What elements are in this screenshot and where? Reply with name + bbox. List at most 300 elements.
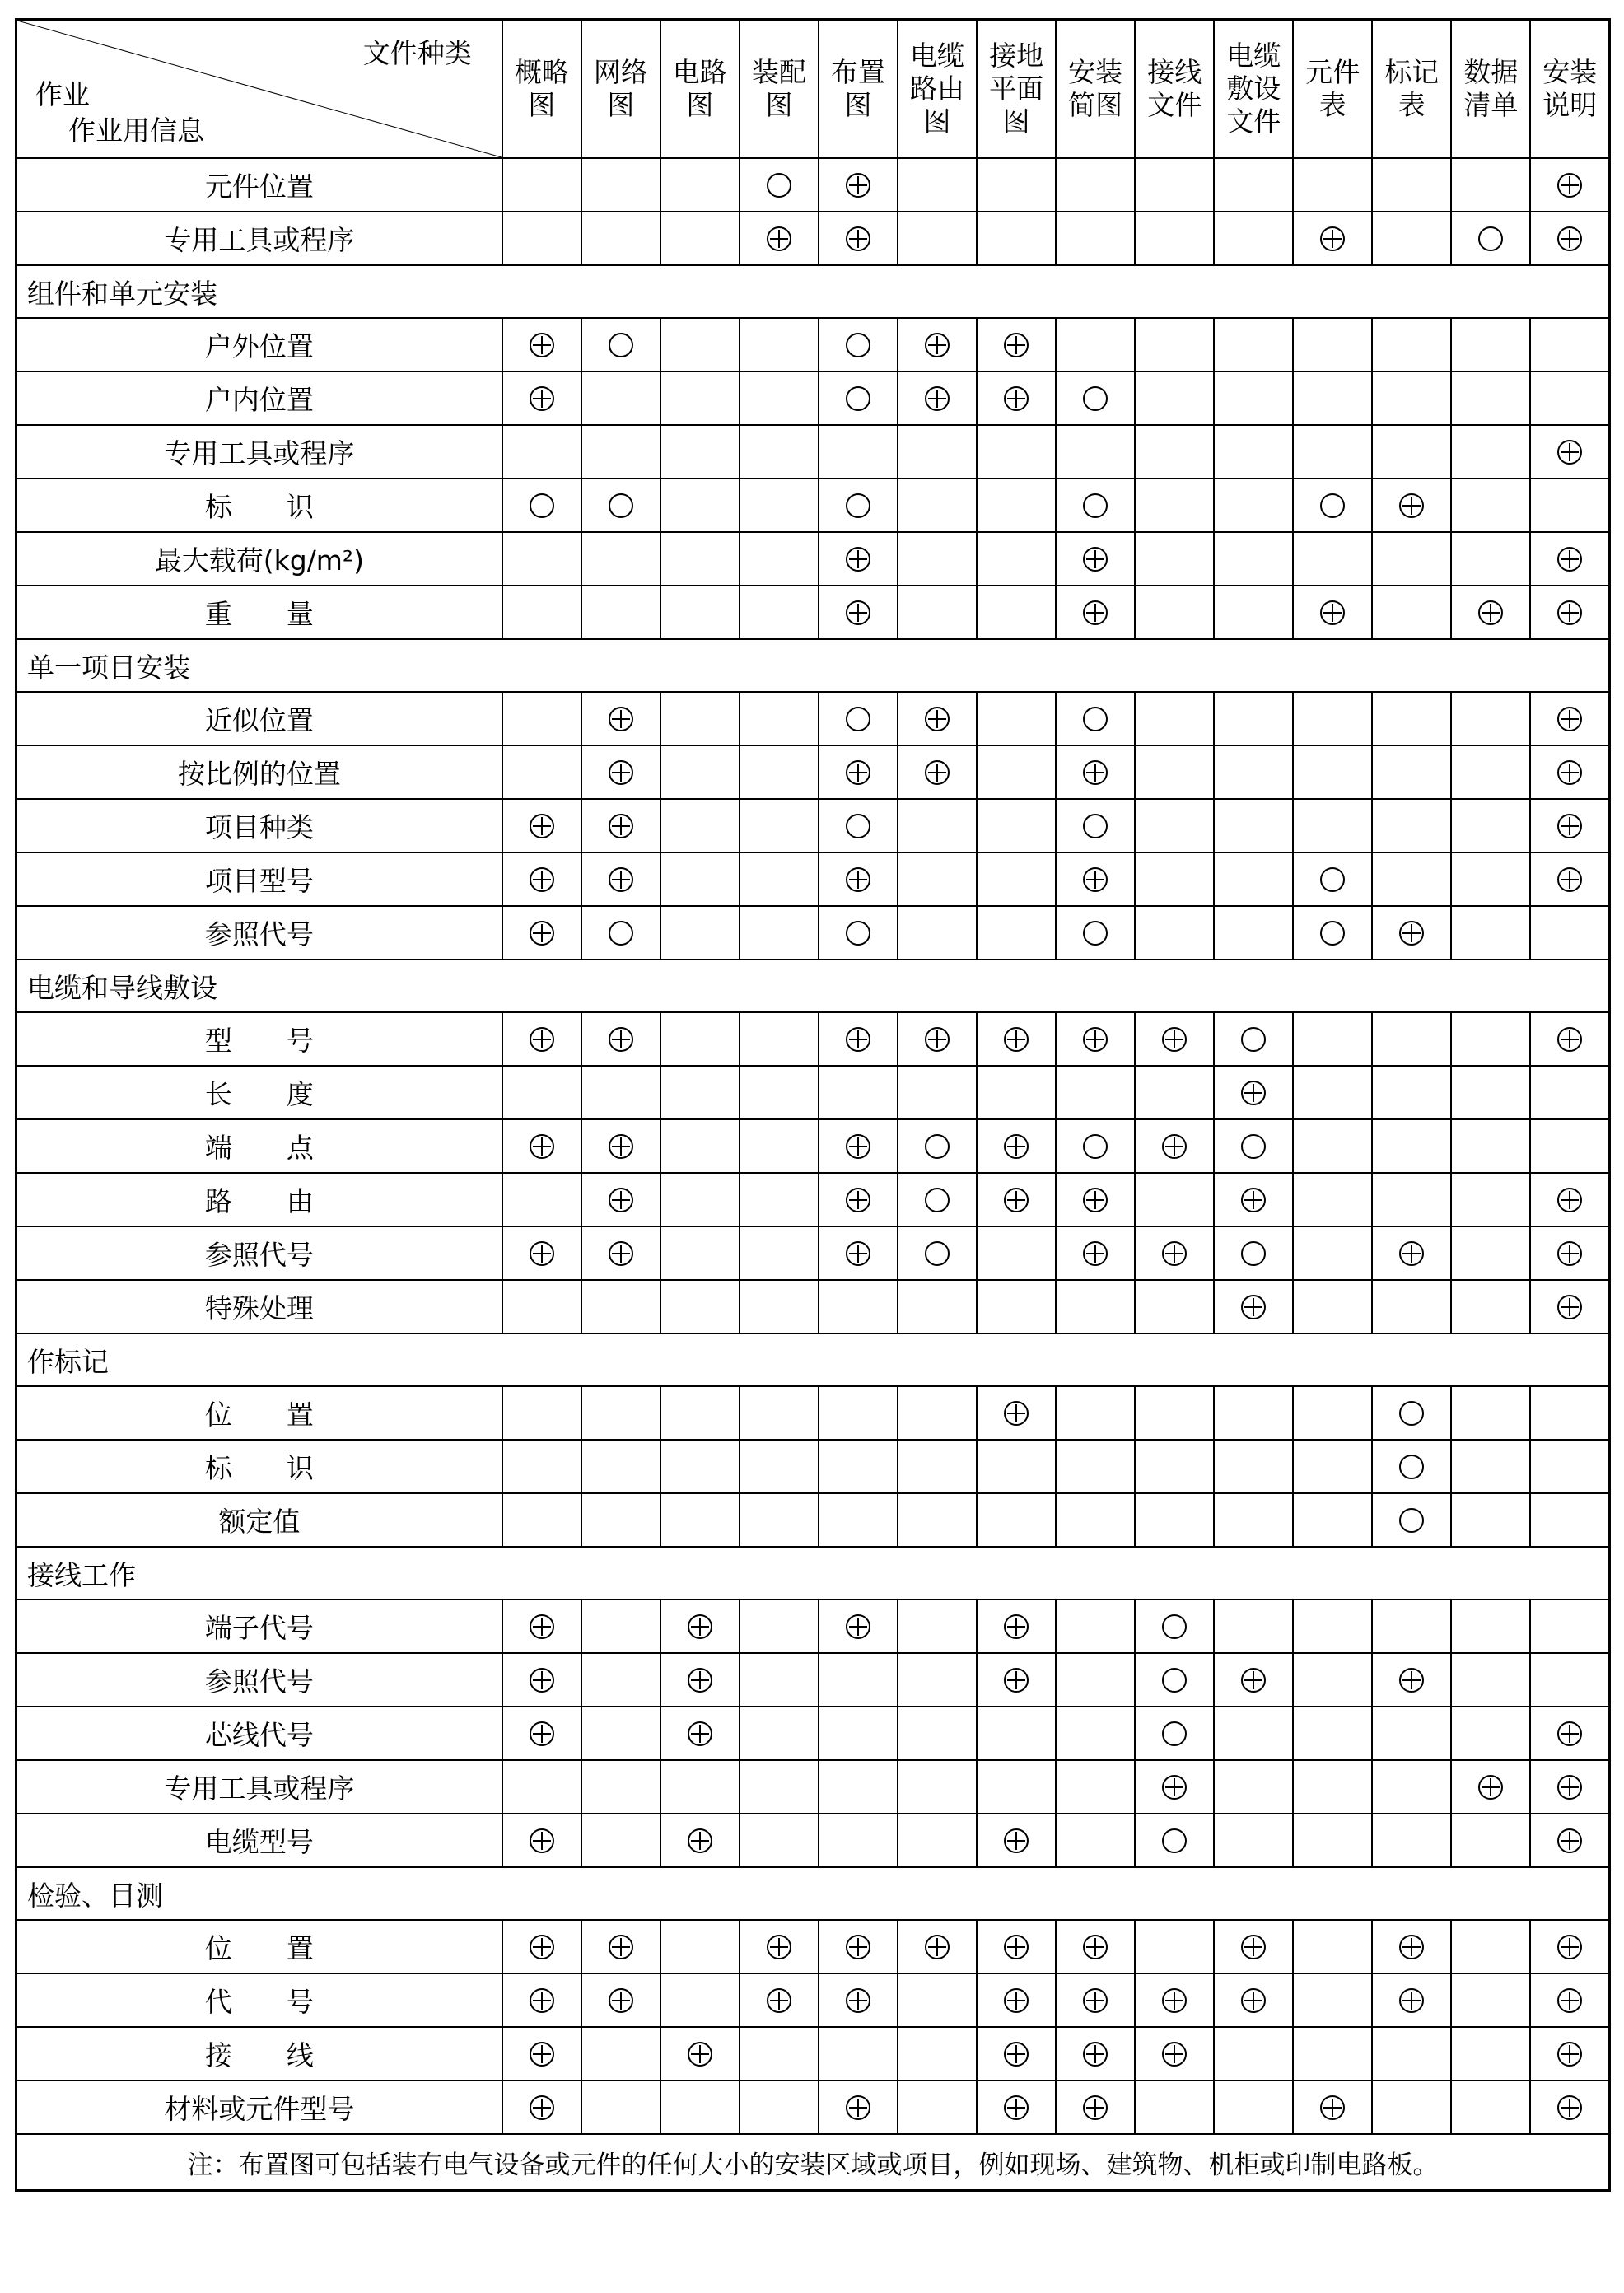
mark-cell [898,2027,977,2081]
mark-cell [1372,2081,1451,2134]
mark-cell [977,2027,1056,2081]
mark-cell [502,1226,581,1280]
mark-cell [740,1012,819,1066]
mark-cell [977,158,1056,212]
mark-cell [1530,852,1609,906]
circled-plus-icon [1004,1188,1029,1212]
mark-cell [660,906,740,960]
circled-plus-icon [609,867,633,892]
mark-cell [1451,745,1530,799]
mark-cell [977,1920,1056,1973]
mark-cell [977,1173,1056,1226]
mark-cell [502,1653,581,1707]
mark-cell [1372,692,1451,745]
mark-cell [819,1707,898,1760]
table-row [16,1707,1610,1760]
circled-plus-icon [1004,1134,1029,1159]
mark-cell [819,1386,898,1440]
circled-plus-icon [530,2042,554,2067]
circle-icon [1399,1508,1424,1533]
row-label: 型 号 [16,1012,502,1066]
mark-cell [1372,586,1451,639]
mark-cell [502,1973,581,2027]
circled-plus-icon [530,1614,554,1639]
mark-cell [819,692,898,745]
mark-cell [819,1760,898,1814]
mark-cell [581,692,660,745]
table-row [16,1814,1610,1867]
circle-icon [609,493,633,518]
mark-cell [1056,586,1135,639]
circled-plus-icon [1083,1935,1108,1959]
circled-plus-icon [1478,600,1503,625]
circled-plus-icon [1083,1188,1108,1212]
column-header: 接线文件 [1135,20,1214,159]
mark-cell [1451,1973,1530,2027]
mark-cell [977,1973,1056,2027]
mark-cell [1135,586,1214,639]
mark-cell [1214,586,1293,639]
table-row [16,1226,1610,1280]
document [15,18,1611,2192]
mark-cell [740,1707,819,1760]
mark-cell [1372,1440,1451,1493]
mark-cell [1214,318,1293,371]
row-label: 元件位置 [16,158,502,212]
mark-cell [1214,2081,1293,2134]
circled-plus-icon [1557,1935,1582,1959]
mark-cell [1530,1493,1609,1547]
row-label: 近似位置 [16,692,502,745]
circle-icon [1162,1668,1187,1693]
mark-cell [1056,1440,1135,1493]
section-row [16,265,1610,318]
mark-cell [740,158,819,212]
circled-plus-icon [1557,2042,1582,2067]
mark-cell [1056,1814,1135,1867]
circled-plus-icon [767,1988,791,2013]
mark-cell [819,318,898,371]
mark-cell [502,318,581,371]
mark-cell [660,1760,740,1814]
mark-cell [502,1386,581,1440]
circled-plus-icon [1320,226,1345,251]
mark-cell [1135,318,1214,371]
mark-cell [1293,1012,1372,1066]
row-label: 专用工具或程序 [16,212,502,265]
mark-cell [977,1707,1056,1760]
table-row [16,1012,1610,1066]
circled-plus-icon [530,1668,554,1693]
table-row [16,692,1610,745]
row-label: 专用工具或程序 [16,1760,502,1814]
circled-plus-icon [846,867,870,892]
section-row [16,1333,1610,1386]
mark-cell [1056,1599,1135,1653]
mark-cell [502,1066,581,1119]
mark-cell [898,318,977,371]
row-label: 标 识 [16,479,502,532]
mark-cell [502,479,581,532]
mark-cell [819,2027,898,2081]
mark-cell [1451,799,1530,852]
circle-icon [1399,1455,1424,1479]
circled-plus-icon [688,1668,712,1693]
mark-cell [1451,586,1530,639]
mark-cell [1293,318,1372,371]
circle-icon [609,333,633,357]
circled-plus-icon [1399,1935,1424,1959]
mark-cell [1530,799,1609,852]
circled-plus-icon [609,1935,633,1959]
mark-cell [898,799,977,852]
info-label: 作业用信息 [68,114,204,147]
table-row [16,532,1610,586]
mark-cell [819,1226,898,1280]
row-label: 专用工具或程序 [16,425,502,479]
mark-cell [1135,212,1214,265]
mark-cell [1372,2027,1451,2081]
mark-cell [1451,479,1530,532]
mark-cell [819,158,898,212]
circled-plus-icon [1557,1241,1582,1266]
mark-cell [1214,532,1293,586]
row-label: 端 点 [16,1119,502,1173]
mark-cell [1530,1012,1609,1066]
circled-plus-icon [1083,2042,1108,2067]
mark-cell [898,1280,977,1333]
circle-icon [846,921,870,946]
mark-cell [740,799,819,852]
mark-cell [977,1226,1056,1280]
table-row [16,799,1610,852]
section-label: 作标记 [16,1333,1610,1386]
mark-cell [1214,212,1293,265]
mark-cell [581,1599,660,1653]
mark-cell [1135,906,1214,960]
mark-cell [1530,1066,1609,1119]
mark-cell [660,1707,740,1760]
mark-cell [1372,1599,1451,1653]
mark-cell [1372,1280,1451,1333]
mark-cell [740,371,819,425]
note-row [16,2134,1610,2191]
mark-cell [660,371,740,425]
mark-cell [898,1119,977,1173]
mark-cell [1530,532,1609,586]
mark-cell [740,1119,819,1173]
row-label: 标 识 [16,1440,502,1493]
circled-plus-icon [1004,2095,1029,2120]
mark-cell [1214,371,1293,425]
column-header: 电路图 [660,20,740,159]
mark-cell [898,1386,977,1440]
mark-cell [740,1280,819,1333]
circled-plus-icon [1083,867,1108,892]
mark-cell [1372,1707,1451,1760]
mark-cell [977,1280,1056,1333]
mark-cell [581,1119,660,1173]
mark-cell [898,1493,977,1547]
mark-cell [1451,2027,1530,2081]
column-header: 元件表 [1293,20,1372,159]
mark-cell [502,2027,581,2081]
mark-cell [581,1066,660,1119]
circled-plus-icon [1241,1295,1266,1319]
mark-cell [1135,1066,1214,1119]
mark-cell [1530,1920,1609,1973]
mark-cell [660,1226,740,1280]
mark-cell [502,1493,581,1547]
mark-cell [898,1814,977,1867]
table-row [16,1066,1610,1119]
circled-plus-icon [1557,2095,1582,2120]
mark-cell [819,1066,898,1119]
circle-icon [846,814,870,838]
mark-cell [660,1973,740,2027]
mark-cell [1530,1814,1609,1867]
mark-cell [502,158,581,212]
mark-cell [819,1119,898,1173]
circled-plus-icon [530,1988,554,2013]
mark-cell [1372,1973,1451,2027]
mark-cell [898,1707,977,1760]
circled-plus-icon [846,173,870,198]
mark-cell [1372,1066,1451,1119]
mark-cell [1293,692,1372,745]
mark-cell [1056,1493,1135,1547]
row-label: 路 由 [16,1173,502,1226]
mark-cell [1293,1973,1372,2027]
circled-plus-icon [1557,707,1582,731]
mark-cell [502,745,581,799]
circled-plus-icon [846,1988,870,2013]
circled-plus-icon [1162,1988,1187,2013]
mark-cell [1372,425,1451,479]
circle-icon [1083,1134,1108,1159]
task-label: 作业 [35,78,90,110]
mark-cell [502,1599,581,1653]
mark-cell [1451,1493,1530,1547]
mark-cell [1135,371,1214,425]
mark-cell [502,1173,581,1226]
mark-cell [1293,2027,1372,2081]
circled-plus-icon [1557,1027,1582,1052]
circle-icon [846,707,870,731]
mark-cell [977,479,1056,532]
mark-cell [977,1599,1056,1653]
mark-cell [502,852,581,906]
column-header: 网络图 [581,20,660,159]
mark-cell [740,1440,819,1493]
mark-cell [660,479,740,532]
circled-plus-icon [925,386,950,411]
circled-plus-icon [1083,600,1108,625]
mark-cell [740,1173,819,1226]
mark-cell [1451,532,1530,586]
mark-cell [1530,1707,1609,1760]
row-label: 最大载荷(kg/m²) [16,532,502,586]
mark-cell [977,2081,1056,2134]
circled-plus-icon [1557,1188,1582,1212]
mark-cell [1451,1920,1530,1973]
mark-cell [1293,532,1372,586]
mark-cell [898,1012,977,1066]
table-row [16,1119,1610,1173]
mark-cell [1293,371,1372,425]
mark-cell [660,2027,740,2081]
mark-cell [1135,2027,1214,2081]
mark-cell [740,1760,819,1814]
mark-cell [1451,1012,1530,1066]
circled-plus-icon [1557,600,1582,625]
mark-cell [977,1440,1056,1493]
circled-plus-icon [530,867,554,892]
circled-plus-icon [1399,1241,1424,1266]
circle-icon [1399,1401,1424,1426]
mark-cell [1372,1012,1451,1066]
mark-cell [1451,158,1530,212]
circle-icon [1320,867,1345,892]
circle-icon [925,1134,950,1159]
mark-cell [502,212,581,265]
mark-cell [740,212,819,265]
mark-cell [819,1280,898,1333]
mark-cell [1056,692,1135,745]
mark-cell [977,745,1056,799]
mark-cell [740,479,819,532]
mark-cell [1372,1173,1451,1226]
column-header: 概略图 [502,20,581,159]
column-header: 装配图 [740,20,819,159]
mark-cell [1451,318,1530,371]
circled-plus-icon [530,1027,554,1052]
mark-cell [1451,692,1530,745]
mark-cell [1451,2081,1530,2134]
circled-plus-icon [925,1027,950,1052]
row-label: 参照代号 [16,906,502,960]
mark-cell [660,1280,740,1333]
mark-cell [502,425,581,479]
mark-cell [1135,2081,1214,2134]
mark-cell [660,799,740,852]
mark-cell [977,1760,1056,1814]
circled-plus-icon [1320,2095,1345,2120]
mark-cell [581,318,660,371]
mark-cell [1372,1226,1451,1280]
circled-plus-icon [1557,760,1582,785]
corner-header [16,20,502,159]
mark-cell [660,212,740,265]
mark-cell [740,1920,819,1973]
mark-cell [819,1173,898,1226]
mark-cell [740,1493,819,1547]
circled-plus-icon [1557,440,1582,465]
circle-icon [609,921,633,946]
circle-icon [530,493,554,518]
mark-cell [740,318,819,371]
mark-cell [581,1653,660,1707]
mark-cell [1372,1386,1451,1440]
mark-cell [660,1440,740,1493]
mark-cell [1530,1119,1609,1173]
circled-plus-icon [1004,1935,1029,1959]
mark-cell [1293,1226,1372,1280]
mark-cell [1372,532,1451,586]
mark-cell [1214,1973,1293,2027]
mark-cell [898,1973,977,2027]
mark-cell [1293,1280,1372,1333]
mark-cell [819,745,898,799]
circled-plus-icon [1004,1988,1029,2013]
row-label: 项目型号 [16,852,502,906]
row-label: 户外位置 [16,318,502,371]
circle-icon [925,1241,950,1266]
mark-cell [977,586,1056,639]
mark-cell [1451,1653,1530,1707]
mark-cell [1451,852,1530,906]
mark-cell [898,1173,977,1226]
mark-cell [1293,1173,1372,1226]
mark-cell [660,692,740,745]
mark-cell [1530,158,1609,212]
mark-cell [1451,1173,1530,1226]
mark-cell [1056,745,1135,799]
mark-cell [1135,1493,1214,1547]
mark-cell [1372,212,1451,265]
mark-cell [581,1760,660,1814]
mark-cell [1214,158,1293,212]
mark-cell [1056,1653,1135,1707]
mark-cell [1372,1814,1451,1867]
mark-cell [740,906,819,960]
mark-cell [1135,1920,1214,1973]
mark-cell [898,586,977,639]
mark-cell [1135,1440,1214,1493]
mark-cell [977,852,1056,906]
mark-cell [1451,1760,1530,1814]
mark-cell [660,425,740,479]
row-label: 代 号 [16,1973,502,2027]
circle-icon [1241,1241,1266,1266]
circled-plus-icon [1004,333,1029,357]
mark-cell [660,1814,740,1867]
row-label: 参照代号 [16,1653,502,1707]
circled-plus-icon [1557,173,1582,198]
table-row [16,1760,1610,1814]
table-row [16,1599,1610,1653]
mark-cell [502,906,581,960]
section-row [16,1867,1610,1920]
mark-cell [1056,1707,1135,1760]
mark-cell [898,852,977,906]
mark-cell [898,2081,977,2134]
table-row [16,745,1610,799]
mark-cell [1451,1814,1530,1867]
mark-cell [1056,1119,1135,1173]
row-label: 额定值 [16,1493,502,1547]
mark-cell [1293,479,1372,532]
mark-cell [581,1973,660,2027]
mark-cell [740,1226,819,1280]
mark-cell [977,1066,1056,1119]
circled-plus-icon [530,921,554,946]
mark-cell [1135,1814,1214,1867]
circled-plus-icon [530,1241,554,1266]
row-label: 材料或元件型号 [16,2081,502,2134]
mark-cell [819,371,898,425]
circled-plus-icon [1083,760,1108,785]
